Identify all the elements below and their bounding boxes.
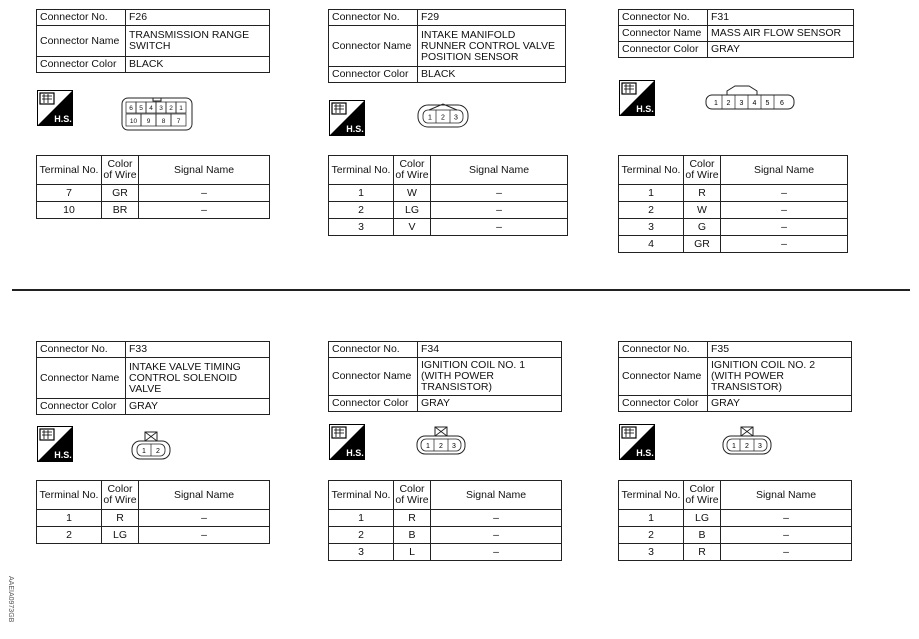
signal-cell: – (139, 185, 270, 202)
pin-label: 7 (176, 118, 181, 125)
connector-f26-info (36, 9, 270, 73)
wire-cell: LG (684, 510, 721, 527)
connector-color-value: BLACK (418, 67, 566, 83)
wire-color-header: Color of Wire (394, 481, 431, 510)
wire-cell: R (102, 510, 139, 527)
connector-no-value: F34 (418, 342, 562, 358)
wire-cell: GR (684, 236, 721, 253)
hs-label: H.S. (636, 104, 654, 114)
terminal-cell: 3 (329, 219, 394, 236)
harness-side-icon (329, 424, 365, 460)
harness-side-icon (37, 90, 73, 126)
pin-label: 5 (765, 100, 770, 107)
connector-name-label: Connector Name (329, 358, 418, 396)
signal-name-header: Signal Name (721, 156, 848, 185)
wire-cell: BR (102, 202, 139, 219)
connector-no-label: Connector No. (329, 10, 418, 26)
connector-f26-diagram (121, 97, 193, 131)
hs-label: H.S. (54, 450, 72, 460)
connector-no-value: F33 (126, 342, 270, 358)
wire-cell: W (684, 202, 721, 219)
pin-label: 1 (714, 100, 718, 107)
signal-name-header: Signal Name (139, 156, 270, 185)
pin-label: 3 (758, 443, 762, 450)
signal-cell: – (431, 510, 562, 527)
connector-name-label: Connector Name (619, 358, 708, 396)
terminal-cell: 3 (619, 544, 684, 561)
connector-name-label: Connector Name (37, 26, 126, 57)
connector-color-value: GRAY (418, 396, 562, 412)
wire-cell: G (684, 219, 721, 236)
table-row (619, 544, 852, 561)
table-row (619, 510, 852, 527)
pin-label: 3 (739, 100, 744, 107)
terminal-cell: 1 (329, 185, 394, 202)
signal-cell: – (721, 510, 852, 527)
wire-color-header: Color of Wire (684, 156, 721, 185)
table-row (329, 510, 562, 527)
connector-no-label: Connector No. (619, 10, 708, 26)
connector-name-label: Connector Name (37, 358, 126, 399)
wire-cell: R (684, 185, 721, 202)
connector-color-label: Connector Color (329, 396, 418, 412)
connector-color-value: GRAY (708, 396, 852, 412)
connector-f29-info (328, 9, 566, 83)
connector-no-value: F35 (708, 342, 852, 358)
pin-label: 8 (161, 118, 166, 125)
terminal-table-f35 (618, 480, 852, 561)
pin-label: 6 (780, 100, 784, 107)
pin-label: 1 (142, 448, 146, 455)
pin-label: 1 (428, 114, 432, 122)
table-row (329, 202, 568, 219)
terminal-cell: 2 (619, 527, 684, 544)
pin-label: 2 (726, 100, 731, 107)
terminal-cell: 2 (329, 527, 394, 544)
wire-cell: R (394, 510, 431, 527)
connector-name-value: IGNITION COIL NO. 2 (WITH POWER TRANSISTOR) (708, 358, 852, 396)
harness-side-icon (329, 100, 365, 136)
wire-cell: B (394, 527, 431, 544)
connector-name-label: Connector Name (329, 26, 418, 67)
signal-cell: – (431, 185, 568, 202)
connector-no-value: F26 (126, 10, 270, 26)
pin-label: 3 (159, 105, 163, 112)
connector-no-label: Connector No. (619, 342, 708, 358)
connector-color-label: Connector Color (37, 399, 126, 415)
harness-side-icon (619, 80, 655, 116)
signal-name-header: Signal Name (721, 481, 852, 510)
signal-name-header: Signal Name (139, 481, 270, 510)
table-row (329, 544, 562, 561)
signal-cell: – (139, 527, 270, 544)
terminal-cell: 1 (37, 510, 102, 527)
connector-f31-diagram (705, 84, 795, 112)
terminal-cell: 2 (329, 202, 394, 219)
table-row (37, 510, 270, 527)
terminal-cell: 1 (619, 185, 684, 202)
wire-cell: W (394, 185, 431, 202)
connector-name-label: Connector Name (619, 26, 708, 42)
pin-label: 5 (139, 105, 143, 112)
wire-cell: LG (394, 202, 431, 219)
harness-side-icon (619, 424, 655, 460)
connector-name-value: TRANSMISSION RANGE SWITCH (126, 26, 270, 57)
connector-f33-diagram (131, 431, 171, 461)
terminal-table-f31 (618, 155, 848, 253)
figure-code: AAEIA0973GB (7, 576, 14, 623)
table-row (619, 202, 848, 219)
pin-label: 6 (129, 105, 133, 112)
connector-f35-diagram (722, 426, 772, 456)
connector-name-value: INTAKE MANIFOLD RUNNER CONTROL VALVE POSITION SENSOR (418, 26, 566, 67)
connector-no-label: Connector No. (37, 10, 126, 26)
terminal-cell: 3 (619, 219, 684, 236)
signal-name-header: Signal Name (431, 156, 568, 185)
connector-f35-info (618, 341, 852, 412)
table-row (619, 185, 848, 202)
hs-label: H.S. (636, 448, 654, 458)
signal-name-header: Signal Name (431, 481, 562, 510)
terminal-cell: 7 (37, 185, 102, 202)
connector-f34-info (328, 341, 562, 412)
wire-cell: GR (102, 185, 139, 202)
pin-label: 2 (439, 443, 443, 450)
connector-f33-info (36, 341, 270, 415)
table-row (619, 527, 852, 544)
signal-cell: – (139, 202, 270, 219)
connector-color-value: GRAY (708, 42, 854, 58)
pin-label: 4 (752, 100, 757, 107)
connector-f29-diagram (417, 101, 469, 129)
signal-cell: – (721, 219, 848, 236)
signal-cell: – (721, 527, 852, 544)
wire-cell: V (394, 219, 431, 236)
terminal-table-f33 (36, 480, 270, 544)
wire-color-header: Color of Wire (102, 156, 139, 185)
pin-label: 3 (452, 443, 456, 450)
table-row (619, 219, 848, 236)
terminal-cell: 1 (619, 510, 684, 527)
terminal-no-header: Terminal No. (329, 156, 394, 185)
terminal-cell: 2 (619, 202, 684, 219)
table-row (619, 236, 848, 253)
wire-color-header: Color of Wire (394, 156, 431, 185)
signal-cell: – (431, 527, 562, 544)
wire-cell: LG (102, 527, 139, 544)
table-row (329, 219, 568, 236)
connector-name-value: IGNITION COIL NO. 1 (WITH POWER TRANSISTOR) (418, 358, 562, 396)
terminal-no-header: Terminal No. (619, 156, 684, 185)
pin-label: 2 (169, 105, 173, 112)
table-row (37, 527, 270, 544)
connector-no-label: Connector No. (37, 342, 126, 358)
hs-label: H.S. (346, 448, 364, 458)
connector-name-value: MASS AIR FLOW SENSOR (708, 26, 854, 42)
terminal-table-f26 (36, 155, 270, 219)
terminal-cell: 10 (37, 202, 102, 219)
signal-cell: – (721, 236, 848, 253)
connector-no-value: F31 (708, 10, 854, 26)
signal-cell: – (721, 185, 848, 202)
terminal-cell: 2 (37, 527, 102, 544)
terminal-table-f29 (328, 155, 568, 236)
connector-color-label: Connector Color (37, 57, 126, 73)
signal-cell: – (431, 219, 568, 236)
pin-label: 1 (426, 443, 430, 450)
connector-color-value: GRAY (126, 399, 270, 415)
wire-cell: R (684, 544, 721, 561)
pin-label: 9 (146, 118, 151, 125)
wire-cell: B (684, 527, 721, 544)
table-row (37, 185, 270, 202)
connector-name-value: INTAKE VALVE TIMING CONTROL SOLENOID VALVE (126, 358, 270, 399)
wire-color-header: Color of Wire (102, 481, 139, 510)
wire-color-header: Color of Wire (684, 481, 721, 510)
connector-no-value: F29 (418, 10, 566, 26)
connector-color-label: Connector Color (619, 396, 708, 412)
table-row (329, 185, 568, 202)
pin-label: 10 (129, 118, 138, 125)
terminal-no-header: Terminal No. (329, 481, 394, 510)
signal-cell: – (721, 202, 848, 219)
table-row (329, 527, 562, 544)
pin-label: 3 (454, 114, 458, 122)
hs-label: H.S. (54, 114, 72, 124)
terminal-no-header: Terminal No. (37, 481, 102, 510)
terminal-no-header: Terminal No. (619, 481, 684, 510)
connector-color-label: Connector Color (329, 67, 418, 83)
signal-cell: – (139, 510, 270, 527)
terminal-cell: 1 (329, 510, 394, 527)
terminal-cell: 3 (329, 544, 394, 561)
pin-label: 1 (179, 105, 183, 112)
terminal-no-header: Terminal No. (37, 156, 102, 185)
pin-label: 1 (732, 443, 736, 450)
terminal-table-f34 (328, 480, 562, 561)
connector-no-label: Connector No. (329, 342, 418, 358)
connector-f31-info (618, 9, 854, 58)
table-row (37, 202, 270, 219)
connector-f34-diagram (416, 426, 466, 456)
pin-label: 2 (156, 448, 160, 455)
connector-color-value: BLACK (126, 57, 270, 73)
section-divider (12, 289, 910, 291)
pin-label: 2 (745, 443, 749, 450)
pin-label: 2 (441, 114, 445, 122)
signal-cell: – (431, 544, 562, 561)
hs-label: H.S. (346, 124, 364, 134)
signal-cell: – (721, 544, 852, 561)
wire-cell: L (394, 544, 431, 561)
terminal-cell: 4 (619, 236, 684, 253)
harness-side-icon (37, 426, 73, 462)
pin-label: 4 (149, 105, 153, 112)
connector-color-label: Connector Color (619, 42, 708, 58)
signal-cell: – (431, 202, 568, 219)
